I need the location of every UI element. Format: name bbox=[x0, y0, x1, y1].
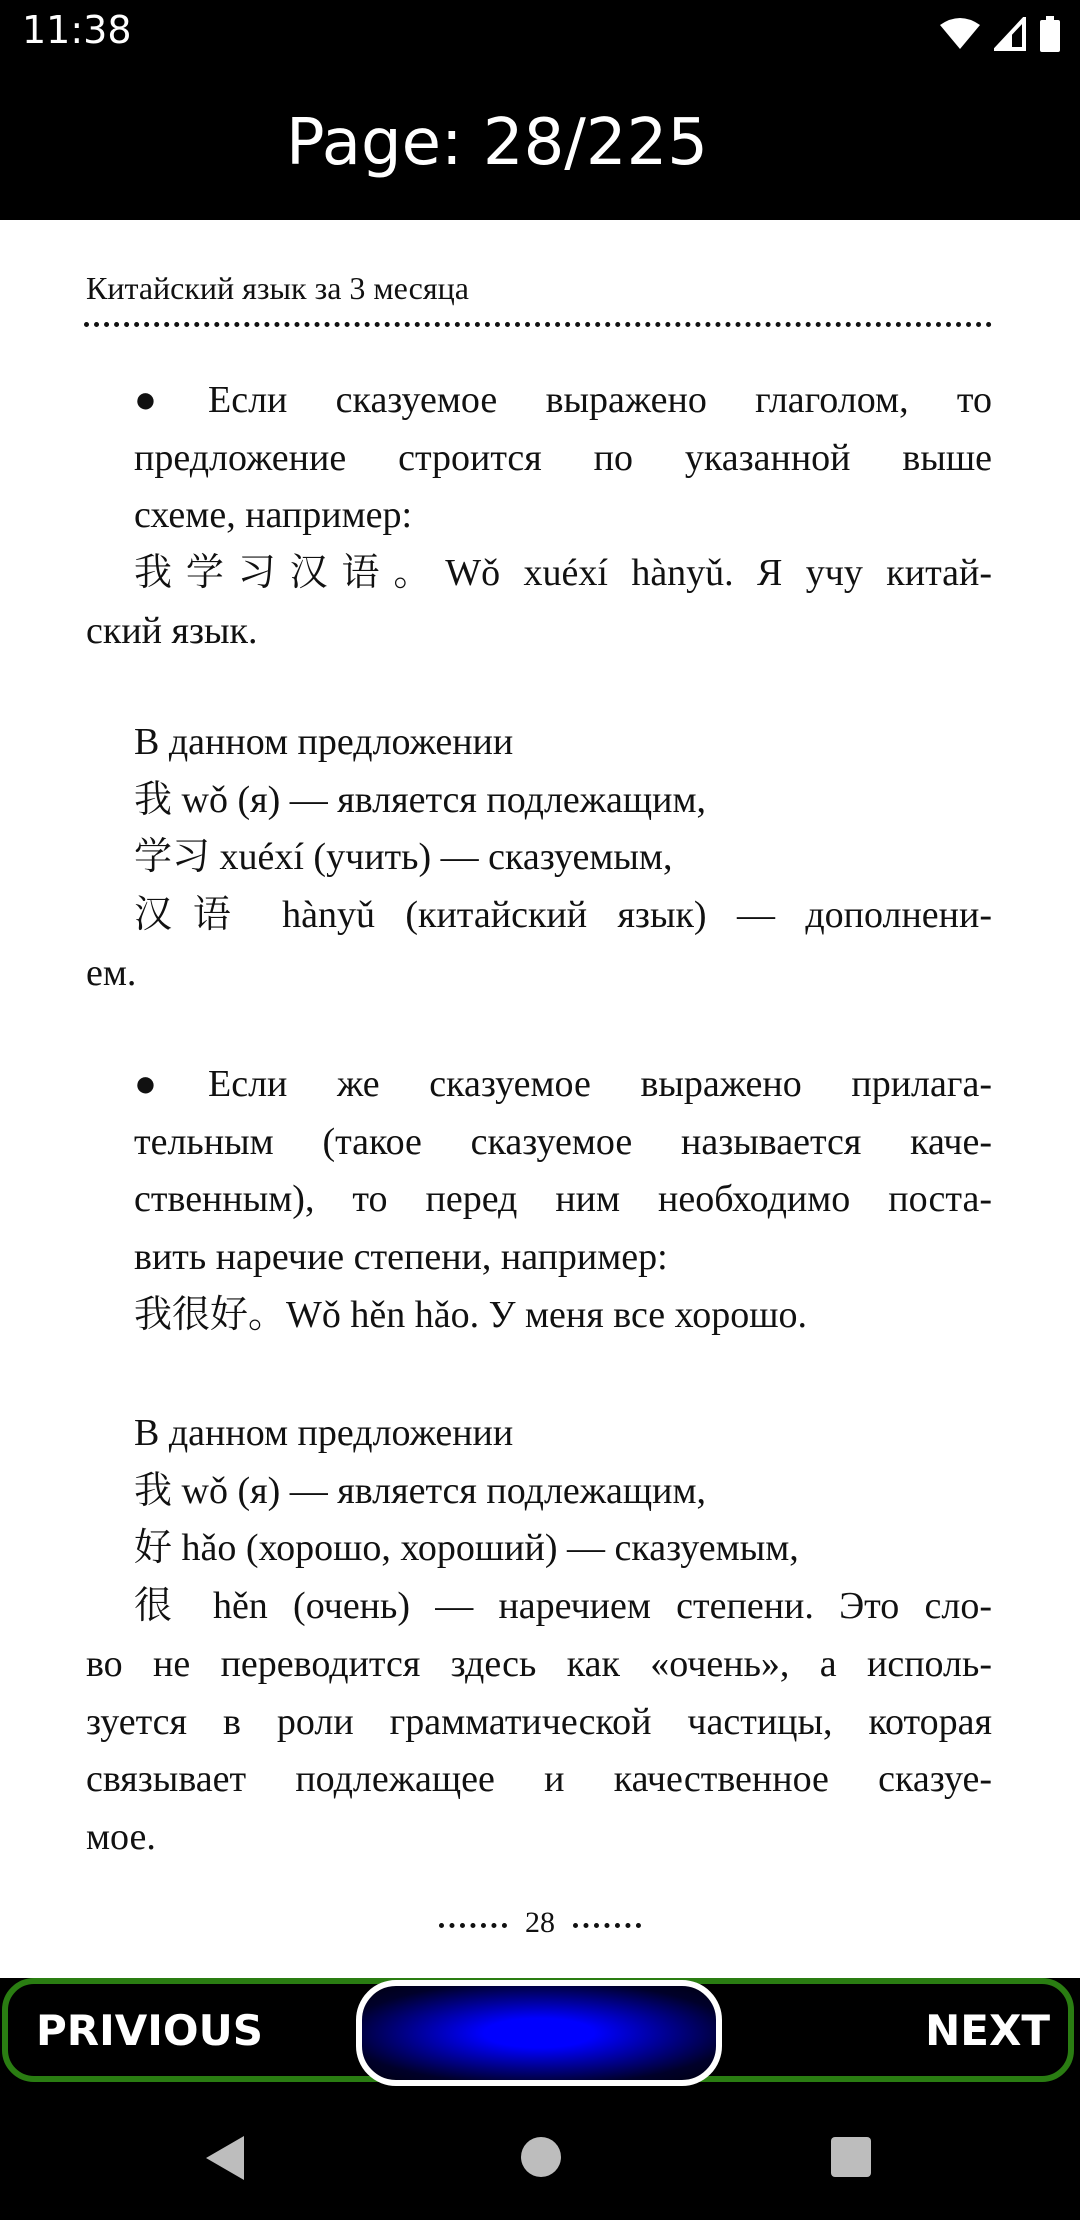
text-line: ем. bbox=[86, 951, 137, 994]
status-time: 11:38 bbox=[22, 8, 132, 52]
bullet-icon: ● bbox=[134, 379, 157, 421]
text-line: 我学习汉语。Wǒ xuéxí hànyǔ. Я учу китай- bbox=[134, 552, 992, 595]
text-line: ский язык. bbox=[86, 609, 258, 652]
book-page[interactable] bbox=[0, 220, 1080, 1980]
center-button[interactable] bbox=[356, 1980, 722, 2086]
text-line: связывает подлежащее и качественное сказуе- bbox=[86, 1758, 992, 1801]
home-icon[interactable] bbox=[520, 2136, 562, 2178]
text-line: во не переводится здесь как «очень», а исполь- bbox=[86, 1642, 992, 1685]
navigation-bar bbox=[0, 2088, 1080, 2220]
text-line: 学习 xuéxí (учить) — сказуемым, bbox=[134, 836, 673, 879]
page-indicator: Page: 28/225 bbox=[286, 106, 708, 180]
bullet-icon: ● bbox=[134, 1063, 157, 1105]
status-icons bbox=[940, 14, 1060, 54]
paragraph-4 bbox=[86, 1405, 992, 1867]
text-line: схеме, например: bbox=[134, 494, 413, 537]
previous-button[interactable]: PRIVIOUS bbox=[36, 2006, 263, 2055]
paragraph-3 bbox=[86, 1056, 992, 1345]
text-line: В данном предложении bbox=[134, 1412, 514, 1454]
paragraph-1 bbox=[86, 372, 992, 661]
text-line: 我很好。Wǒ hěn hǎo. У меня все хорошо. bbox=[134, 1293, 807, 1336]
text-line: 很 hěn (очень) — наречием степени. Это сло- bbox=[134, 1585, 992, 1628]
signal-icon bbox=[994, 17, 1026, 51]
status-bar bbox=[0, 0, 1080, 66]
divider bbox=[573, 1923, 641, 1928]
text-line: вить наречие степени, например: bbox=[134, 1236, 668, 1279]
paragraph-2 bbox=[86, 714, 992, 1003]
divider bbox=[439, 1923, 507, 1928]
wifi-icon bbox=[940, 17, 980, 51]
battery-icon bbox=[1040, 16, 1060, 52]
running-title: Китайский язык за 3 месяца bbox=[86, 270, 469, 306]
book-page-number: 28 bbox=[0, 1906, 1080, 1940]
text-line: тельным (такое сказуемое называется каче- bbox=[134, 1120, 992, 1163]
text-line: мое. bbox=[86, 1815, 156, 1858]
text-line: ● Если сказуемое выражено глаголом, то bbox=[86, 372, 992, 430]
back-icon[interactable] bbox=[204, 2134, 246, 2182]
header-divider bbox=[84, 322, 992, 327]
text-line: 我 wǒ (я) — является подлежащим, bbox=[134, 778, 707, 821]
text-line: 汉语 hànyǔ (китайский язык) — дополнени- bbox=[134, 894, 992, 937]
text-line: ● Если же сказуемое выражено прилага- bbox=[86, 1056, 992, 1114]
text-line: 好 hǎo (хорошо, хороший) — сказуемым, bbox=[134, 1527, 799, 1570]
page-controls bbox=[0, 1978, 1080, 2088]
recent-apps-icon[interactable] bbox=[830, 2136, 872, 2178]
text-line: 我 wǒ (я) — является подлежащим, bbox=[134, 1469, 707, 1512]
text-line: ственным), то перед ним необходимо поста- bbox=[134, 1178, 992, 1221]
next-button[interactable]: NEXT bbox=[925, 2006, 1050, 2055]
app-header bbox=[0, 66, 1080, 220]
text-line: зуется в роли грамматической частицы, которая bbox=[86, 1700, 992, 1743]
text-line: В данном предложении bbox=[134, 721, 514, 763]
text-line: предложение строится по указанной выше bbox=[134, 436, 992, 479]
